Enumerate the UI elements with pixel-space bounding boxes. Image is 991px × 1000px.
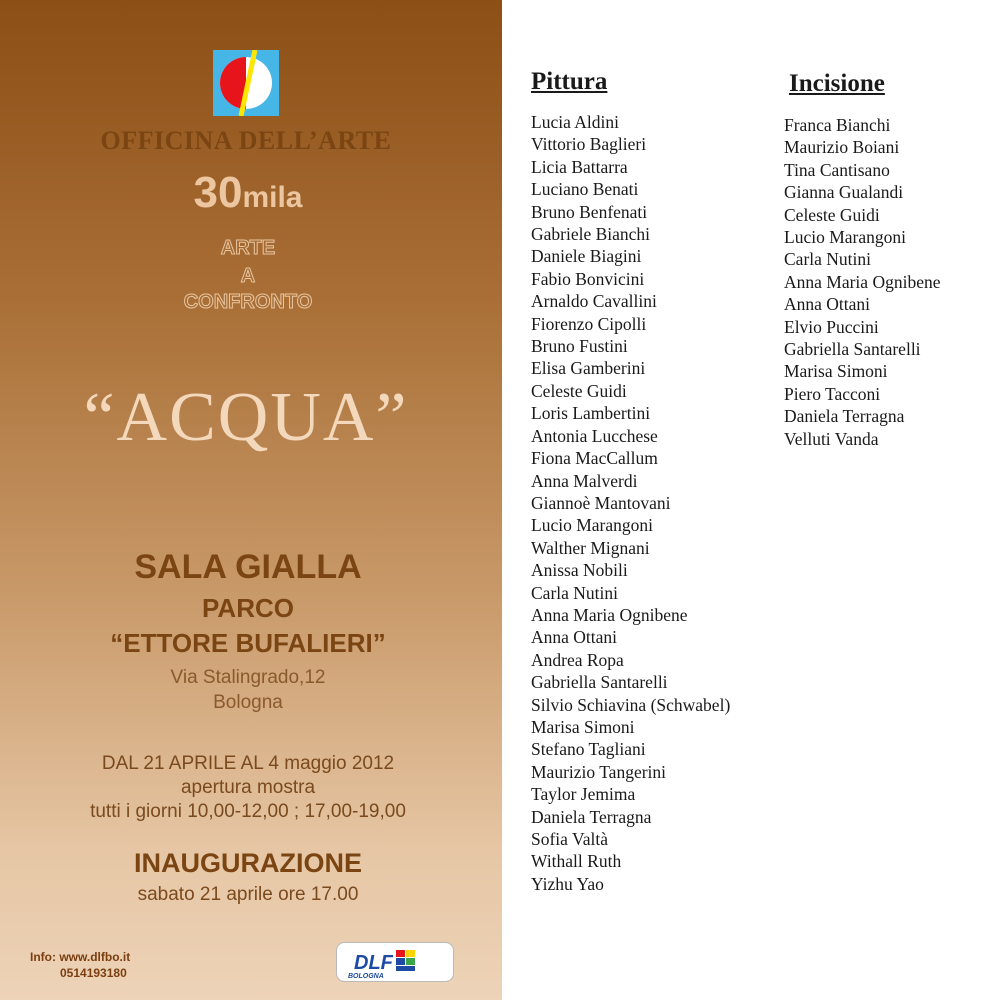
artist-name: Celeste Guidi (784, 204, 880, 225)
artist-name: Anna Maria Ognibene (531, 604, 688, 625)
artist-name: Tina Cantisano (784, 159, 890, 180)
artist-name: Daniela Terragna (531, 806, 652, 827)
subtitle-line-a: A (240, 265, 256, 287)
artist-name: Daniela Terragna (784, 406, 905, 427)
inauguration-time: sabato 21 aprile ore 17.00 (137, 884, 359, 905)
organization-title: OFFICINA DELL’ARTE (100, 126, 392, 155)
artist-name: Taylor Jemima (531, 784, 636, 805)
pittura-section (531, 68, 730, 895)
artist-name: Anna Malverdi (531, 470, 638, 491)
artist-name: Fabio Bonvicini (531, 268, 645, 289)
incisione-artist-list (784, 114, 940, 450)
opening-hours: tutti i giorni 10,00-12,00 ; 17,00-19,00 (90, 801, 406, 822)
artist-name: Maurizio Tangerini (531, 761, 667, 782)
artist-name: Arnaldo Cavallini (531, 291, 657, 312)
artist-name: Fiorenzo Cipolli (531, 313, 647, 334)
artist-name: Sofia Valtà (531, 829, 608, 849)
artist-name: Anna Maria Ognibene (784, 271, 941, 292)
artist-name: Fiona MacCallum (531, 448, 658, 469)
artist-name: Giannoè Mantovani (531, 492, 671, 513)
artist-name: Gabriella Santarelli (784, 339, 921, 360)
subtitle-line-arte: ARTE (220, 237, 276, 259)
artist-name: Maurizio Boiani (784, 137, 900, 158)
dlf-logo-text: DLF (354, 952, 393, 974)
artist-name: Anna Ottani (784, 294, 871, 315)
opening-label: apertura mostra (180, 777, 316, 798)
artist-name: Elisa Gamberini (531, 358, 646, 379)
artist-name: Celeste Guidi (531, 380, 627, 401)
artist-name: Vittorio Baglieri (531, 134, 647, 155)
info-phone: 0514193180 (60, 966, 127, 980)
artist-name: Elvio Puccini (784, 316, 879, 337)
address-street: Via Stalingrado,12 (170, 667, 326, 688)
artist-name: Daniele Biagini (531, 246, 642, 267)
dlf-bologna-logo (336, 942, 454, 982)
subtitle-line-confronto: CONFRONTO (183, 291, 313, 313)
artist-name: Lucio Marangoni (784, 227, 906, 248)
artist-name: Velluti Vanda (784, 428, 879, 449)
artist-name: Franca Bianchi (784, 115, 891, 135)
artist-name: Anissa Nobili (531, 560, 628, 581)
exhibition-title: “ACQUA” (83, 379, 409, 456)
venue-name: SALA GIALLA (134, 548, 362, 586)
date-range: DAL 21 APRILE AL 4 maggio 2012 (101, 753, 395, 774)
artist-name: Marisa Simoni (531, 716, 635, 737)
artist-name: Licia Battarra (531, 156, 628, 177)
artist-name: Silvio Schiavina (Schwabel) (531, 694, 731, 715)
venue-park: PARCO (202, 593, 294, 623)
address-city: Bologna (213, 692, 283, 713)
artist-name: Gabriella Santarelli (531, 672, 668, 693)
artist-name: Andrea Ropa (531, 649, 624, 670)
artist-name: Anna Ottani (531, 627, 618, 648)
artist-name: Bruno Benfenati (531, 201, 648, 222)
artist-name: Bruno Fustini (531, 336, 628, 357)
venue-park-name: “ETTORE BUFALIERI” (110, 628, 386, 658)
artist-name: Withall Ruth (531, 851, 622, 872)
incisione-heading: Incisione (789, 70, 885, 97)
pittura-artist-list (531, 111, 730, 895)
artist-name: Walther Mignani (531, 537, 650, 558)
count-heading (0, 168, 496, 218)
officina-logo (213, 50, 279, 116)
info-website: Info: www.dlfbo.it (30, 950, 131, 964)
artist-name: Stefano Tagliani (531, 739, 646, 760)
artist-name: Loris Lambertini (531, 403, 651, 424)
artist-name: Antonia Lucchese (531, 425, 658, 446)
artist-name: Lucia Aldini (531, 112, 619, 132)
artist-name: Carla Nutini (531, 582, 618, 603)
dlf-logo-city: BOLOGNA (348, 973, 384, 980)
incisione-section (784, 70, 940, 450)
count-number: 30 (193, 168, 243, 217)
artist-name: Gianna Gualandi (784, 182, 904, 203)
artist-name: Yizhu Yao (531, 873, 604, 894)
artist-name: Lucio Marangoni (531, 515, 653, 536)
count-word: mila (242, 181, 303, 214)
artist-name: Marisa Simoni (784, 361, 888, 382)
inauguration-title: INAUGURAZIONE (134, 848, 362, 878)
artist-name: Carla Nutini (784, 249, 871, 270)
artist-name: Gabriele Bianchi (531, 224, 651, 245)
artist-name: Piero Tacconi (784, 383, 881, 404)
artist-name: Luciano Benati (531, 179, 639, 200)
pittura-heading: Pittura (531, 68, 608, 95)
